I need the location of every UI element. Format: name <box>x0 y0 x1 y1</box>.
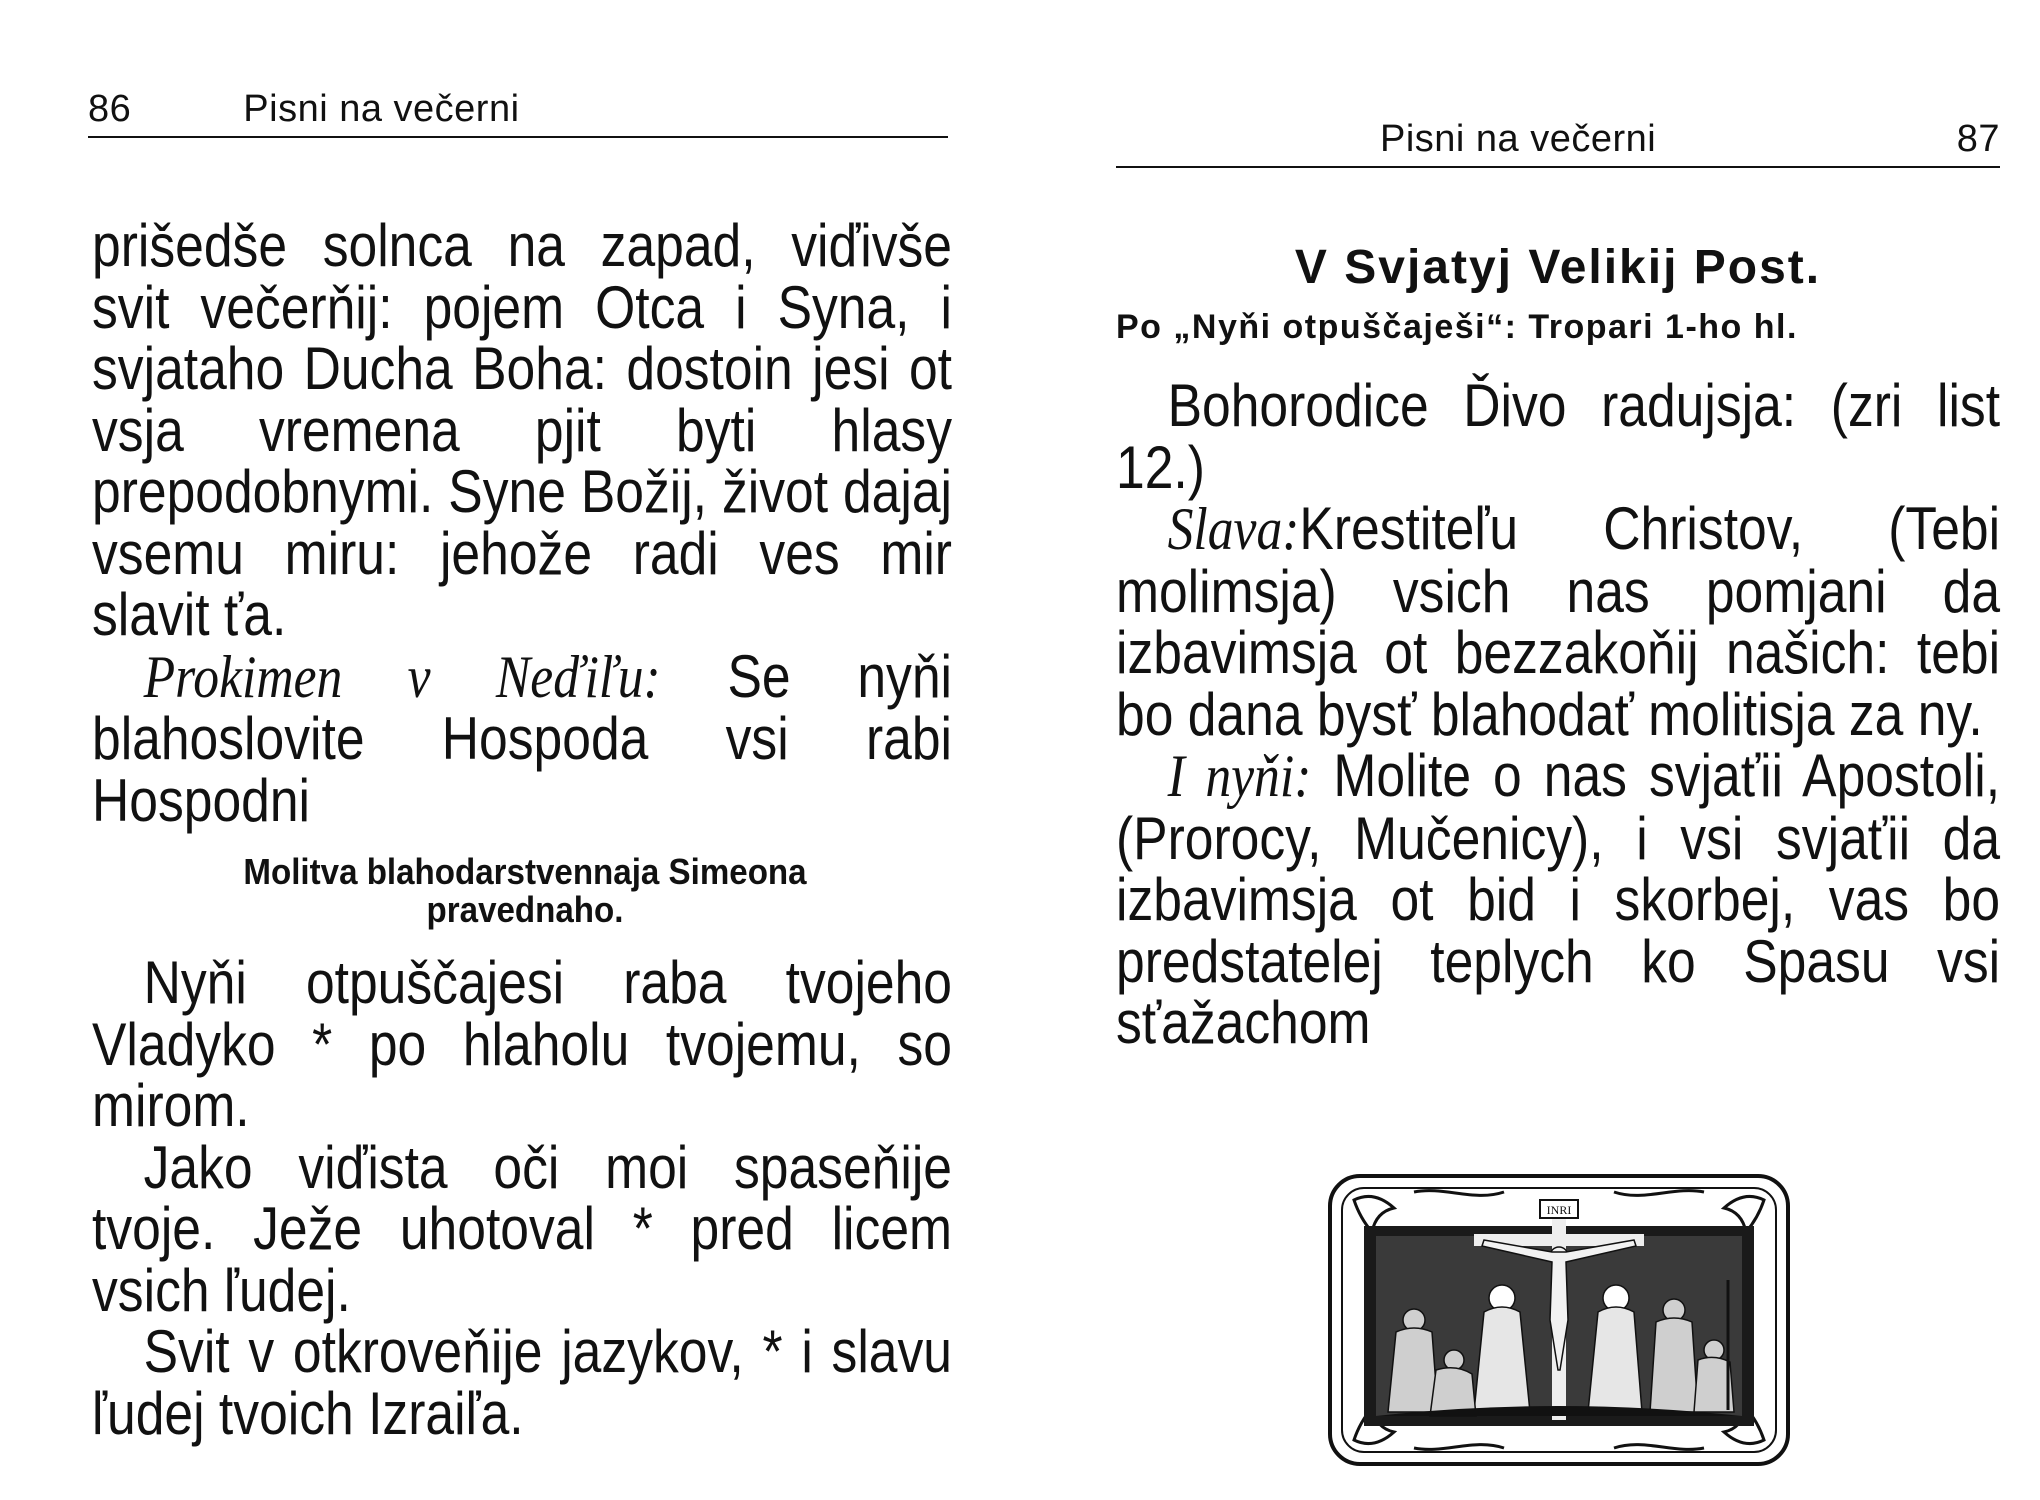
right-header-rule <box>1116 166 2000 168</box>
left-paragraph-2 <box>92 642 952 834</box>
tropari-subtitle: Po „Nyňi otpuščaješi“: Tropari 1-ho hl. <box>1116 308 1798 346</box>
prokimen-label: Prokimen v Neďiľu: <box>143 643 661 710</box>
right-page <box>1020 0 2040 1500</box>
left-paragraph-1: prišedše solnca na zapad, viďivše svit večerňij: pojem Otca i Syna, i svjataho Ducha Boha: dostoin jesi ot vsja vremena pjit byti hlasy prepodobnymi. Syne Božij, život dajaj vsemu miru: jehože radi ves mir slavit ťa. <box>92 212 952 648</box>
inri-inscription: INRI <box>1546 1203 1572 1217</box>
left-page-number: 86 <box>88 88 132 130</box>
right-paragraph-2 <box>1116 495 2001 748</box>
slava-label: Slava: <box>1167 496 1300 562</box>
left-paragraph-3: Nyňi otpuščajesi raba tvojeho Vladyko * po hlaholu tvojemu, so mirom. <box>92 949 953 1139</box>
right-running-head: Pisni na večerni <box>1380 118 1657 160</box>
i-nyni-text: Molite o nas svjaťii Apostoli, (Prorocy, Mučenicy), i vsi svjaťii da izbavimsja ot bid i skorbej, vas bo predstatelej teplych ko Spasu vsi sťažachom <box>1116 742 2001 1056</box>
simeon-prayer-heading: Molitva blahodarstvennaja Simeona pravednaho. <box>243 851 807 930</box>
left-running-head: Pisni na večerni <box>243 88 520 130</box>
prokimen-text: Se nyňi blahoslovite Hospoda vsi rabi Hospodni <box>92 642 952 834</box>
left-header-rule <box>88 136 948 138</box>
slava-text: Krestiteľu Christov, (Tebi molimsja) vsich nas pomjani da izbavimsja ot bezzakoňij našich: tebi bo dana bysť blahodať molitisja za ny. <box>1116 495 2001 748</box>
left-paragraph-5: Svit v otkroveňije jazykov, * i slavu ľudej tvoich Izraiľa. <box>92 1318 953 1447</box>
right-page-number: 87 <box>1956 118 2000 160</box>
right-running-header <box>1380 118 2000 161</box>
left-body-text-bottom <box>92 949 953 1447</box>
right-paragraph-1: Bohorodice Ďivo radujsja: (zri list 12.) <box>1116 372 2001 501</box>
right-paragraph-3 <box>1116 742 2001 1056</box>
lent-title: V Svjatyj Velikij Post. <box>1294 241 1822 294</box>
crucifixion-engraving-icon <box>1324 1170 1794 1470</box>
left-paragraph-4: Jako viďista oči moi spaseňije tvoje. Ježe uhotoval * pred licem vsich ľudej. <box>92 1133 953 1324</box>
left-body-text-top <box>92 212 952 834</box>
left-running-header <box>88 88 948 131</box>
right-body-text <box>1116 372 2001 1056</box>
i-nyni-label: I nyňi: <box>1167 743 1312 809</box>
